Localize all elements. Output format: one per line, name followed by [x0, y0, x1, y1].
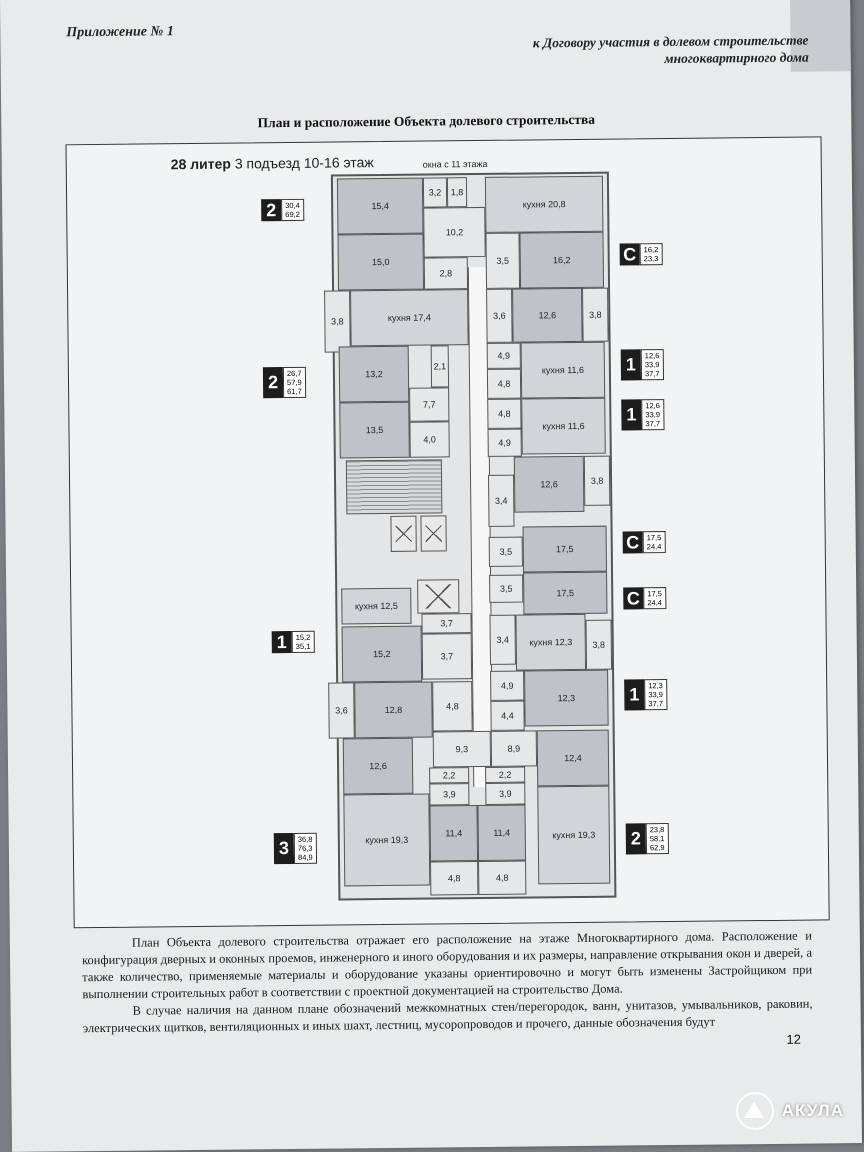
room: 3,2: [423, 177, 447, 207]
area-value: 37,7: [644, 369, 660, 379]
room: 15,0: [337, 234, 424, 291]
room: 3,9: [429, 783, 469, 805]
area-value: 16,2: [643, 245, 659, 255]
room: 4,0: [409, 421, 449, 457]
room: 11,4: [477, 805, 526, 861]
room: 3,8: [586, 620, 613, 670]
room: 4,9: [490, 671, 524, 701]
room: 4,9: [488, 429, 522, 457]
apartment-tag: [623, 531, 666, 553]
apartment-tag: [261, 199, 304, 221]
room: 15,2: [342, 626, 423, 683]
room: 12,8: [354, 682, 433, 739]
room: 2,8: [424, 257, 468, 289]
area-value: 12,6: [645, 401, 660, 411]
apartment-tag: [620, 243, 663, 265]
area-value: 26,7: [286, 368, 302, 379]
rooms-count: 1: [624, 679, 644, 710]
room: 17,5: [523, 526, 607, 573]
watermark-text: АКУЛА: [781, 1101, 844, 1120]
area-value: 17,5: [647, 589, 662, 599]
room: 4,8: [487, 369, 521, 399]
room: 3,8: [584, 456, 611, 506]
room: 3,8: [582, 288, 609, 342]
elevator-shaft: [417, 579, 459, 613]
room: 4,8: [478, 861, 526, 896]
area-value: 84,9: [297, 852, 313, 862]
area-value: 36,8: [297, 834, 313, 844]
apartment-tag: [272, 631, 315, 653]
staircase: [346, 459, 443, 514]
room: 3,6: [486, 289, 513, 343]
area-value: 24,4: [647, 598, 663, 608]
areas: [294, 833, 317, 864]
room: 3,4: [488, 475, 515, 527]
room: 12,6: [514, 456, 585, 513]
room: 2,2: [429, 767, 469, 783]
room: 1,8: [447, 177, 467, 207]
plan-title-rest: 3 подъезд 10-16 этаж: [234, 154, 374, 172]
rooms-count: 3: [274, 833, 294, 864]
area-value: 33,9: [644, 360, 660, 370]
body-text: [82, 928, 813, 1038]
apartment-tag: [623, 587, 666, 609]
areas: [283, 367, 306, 398]
area-value: 12,3: [648, 681, 663, 691]
room: 3,7: [422, 633, 472, 680]
paragraph: В случае наличия на данном плане обозначений межкомнатных стен/перегородок, ванн, унитазов, умывальников, раковин, электрических щитков, вентиляционных и иных шахт, лестниц, мусоропроводов и прочего, данные обозначения будут: [82, 996, 813, 1036]
apartment-tag: [263, 367, 306, 398]
plan-title: [171, 154, 374, 172]
room: 3,5: [485, 233, 520, 289]
room: кухня 11,6: [521, 342, 606, 399]
page-number: 12: [786, 1031, 802, 1047]
room: 4,8: [487, 399, 521, 429]
rooms-count: 2: [263, 367, 283, 398]
rooms-count: 1: [621, 399, 641, 430]
area-value: 37,7: [645, 419, 661, 429]
rooms-count: 1: [272, 631, 292, 653]
area-value: 37,7: [648, 699, 664, 709]
areas: [641, 349, 664, 380]
room: 12,6: [343, 738, 414, 795]
contract-line-1: к Договору участия в долевом строительстве: [532, 32, 809, 51]
room: кухня 19,3: [537, 786, 610, 885]
apartment-tag: [621, 399, 664, 430]
rooms-count: 2: [261, 199, 281, 221]
area-value: 76,3: [297, 843, 313, 853]
room: кухня 12,5: [341, 588, 411, 625]
room: 13,5: [339, 402, 410, 459]
room: 2,2: [485, 767, 525, 783]
watermark-logo: [736, 1092, 844, 1130]
room: 3,8: [324, 290, 351, 352]
rooms-count: С: [623, 531, 643, 553]
area-value: 23,8: [649, 825, 665, 835]
room: 12,3: [524, 670, 609, 727]
room: 4,9: [487, 343, 521, 369]
room: 3,6: [328, 682, 355, 738]
area-value: 62,9: [649, 843, 665, 853]
area-value: 24,4: [646, 542, 662, 552]
apartment-tag: [624, 679, 667, 710]
areas: [281, 199, 304, 221]
room: 2,1: [431, 345, 449, 387]
room: кухня 17,4: [350, 289, 469, 346]
areas: [643, 531, 666, 553]
apartment-tag: [274, 833, 317, 864]
area-value: 58,1: [649, 834, 665, 844]
plan-title-bold: 28 литер: [170, 155, 231, 173]
room: 13,2: [339, 346, 410, 403]
room: 9,3: [433, 731, 491, 768]
rooms-count: С: [620, 243, 640, 265]
area-value: 15,2: [295, 632, 311, 642]
area-value: 33,9: [648, 690, 663, 700]
area-value: 30,4: [285, 200, 300, 211]
area-value: 57,9: [286, 377, 302, 388]
room: 12,6: [512, 288, 583, 343]
areas: [644, 679, 667, 710]
room: 3,9: [485, 783, 525, 805]
room: 4,8: [430, 861, 478, 896]
room: 4,8: [432, 681, 473, 731]
room: 16,2: [519, 232, 604, 289]
apartment-tag: [621, 349, 664, 380]
contract-line-2: многоквартирного дома: [664, 49, 809, 67]
contract-reference: [533, 32, 809, 69]
document-title: План и расположение Объекта долевого строительства: [257, 111, 596, 131]
rooms-count: 1: [621, 349, 641, 380]
room: 10,2: [423, 207, 486, 258]
room: кухня 20,8: [485, 176, 604, 233]
elevator-shaft: [390, 516, 416, 552]
room: кухня 11,6: [521, 398, 606, 455]
room: кухня 19,3: [343, 794, 430, 887]
room: 11,4: [429, 805, 478, 861]
area-value: 69,2: [285, 209, 300, 220]
room: 4,4: [490, 701, 524, 731]
rooms-count: С: [623, 587, 643, 609]
area-value: 12,6: [644, 351, 660, 361]
paragraph: План Объекта долевого строительства отражает его расположение на этаже Многоквартирного дома. Расположение и конфигурация дверных и оконных проемов, инженерного и иного оборудования и их размеры, направление открывания окон и дверей, а также количество, применяемые материалы и оборудование указаны ориентировочно и могут быть изменены Застройщиком при выполнении строительных работ в соответствии с проектной документацией на строительство Дома.: [81, 928, 813, 1002]
rooms-count: 2: [626, 823, 646, 854]
room: 8,9: [491, 730, 537, 766]
area-value: 61,7: [287, 386, 302, 397]
shark-logo-icon: [736, 1092, 774, 1130]
areas: [640, 243, 663, 265]
areas: [643, 587, 666, 609]
areas: [646, 823, 669, 854]
room: 17,5: [523, 572, 607, 615]
room: 3,7: [421, 613, 471, 634]
appendix-label: Приложение № 1: [66, 24, 174, 41]
elevator-shaft: [420, 515, 446, 551]
room: кухня 12,3: [515, 614, 586, 671]
areas: [292, 631, 315, 653]
building-floor-plan: [331, 172, 617, 901]
room: 15,4: [337, 178, 424, 235]
room: 3,4: [489, 615, 516, 665]
area-value: 23,3: [643, 254, 659, 264]
room: 3,5: [489, 575, 523, 603]
windows-note: окна с 11 этажа: [422, 158, 488, 170]
floor-plan-frame: [66, 136, 830, 928]
areas: [641, 399, 664, 430]
area-value: 17,5: [646, 533, 662, 543]
room: 7,7: [409, 387, 449, 421]
room: 12,4: [537, 730, 610, 787]
apartment-tag: [626, 823, 669, 854]
room: 3,5: [489, 537, 523, 567]
area-value: 35,1: [295, 641, 311, 651]
area-value: 33,9: [645, 410, 661, 420]
